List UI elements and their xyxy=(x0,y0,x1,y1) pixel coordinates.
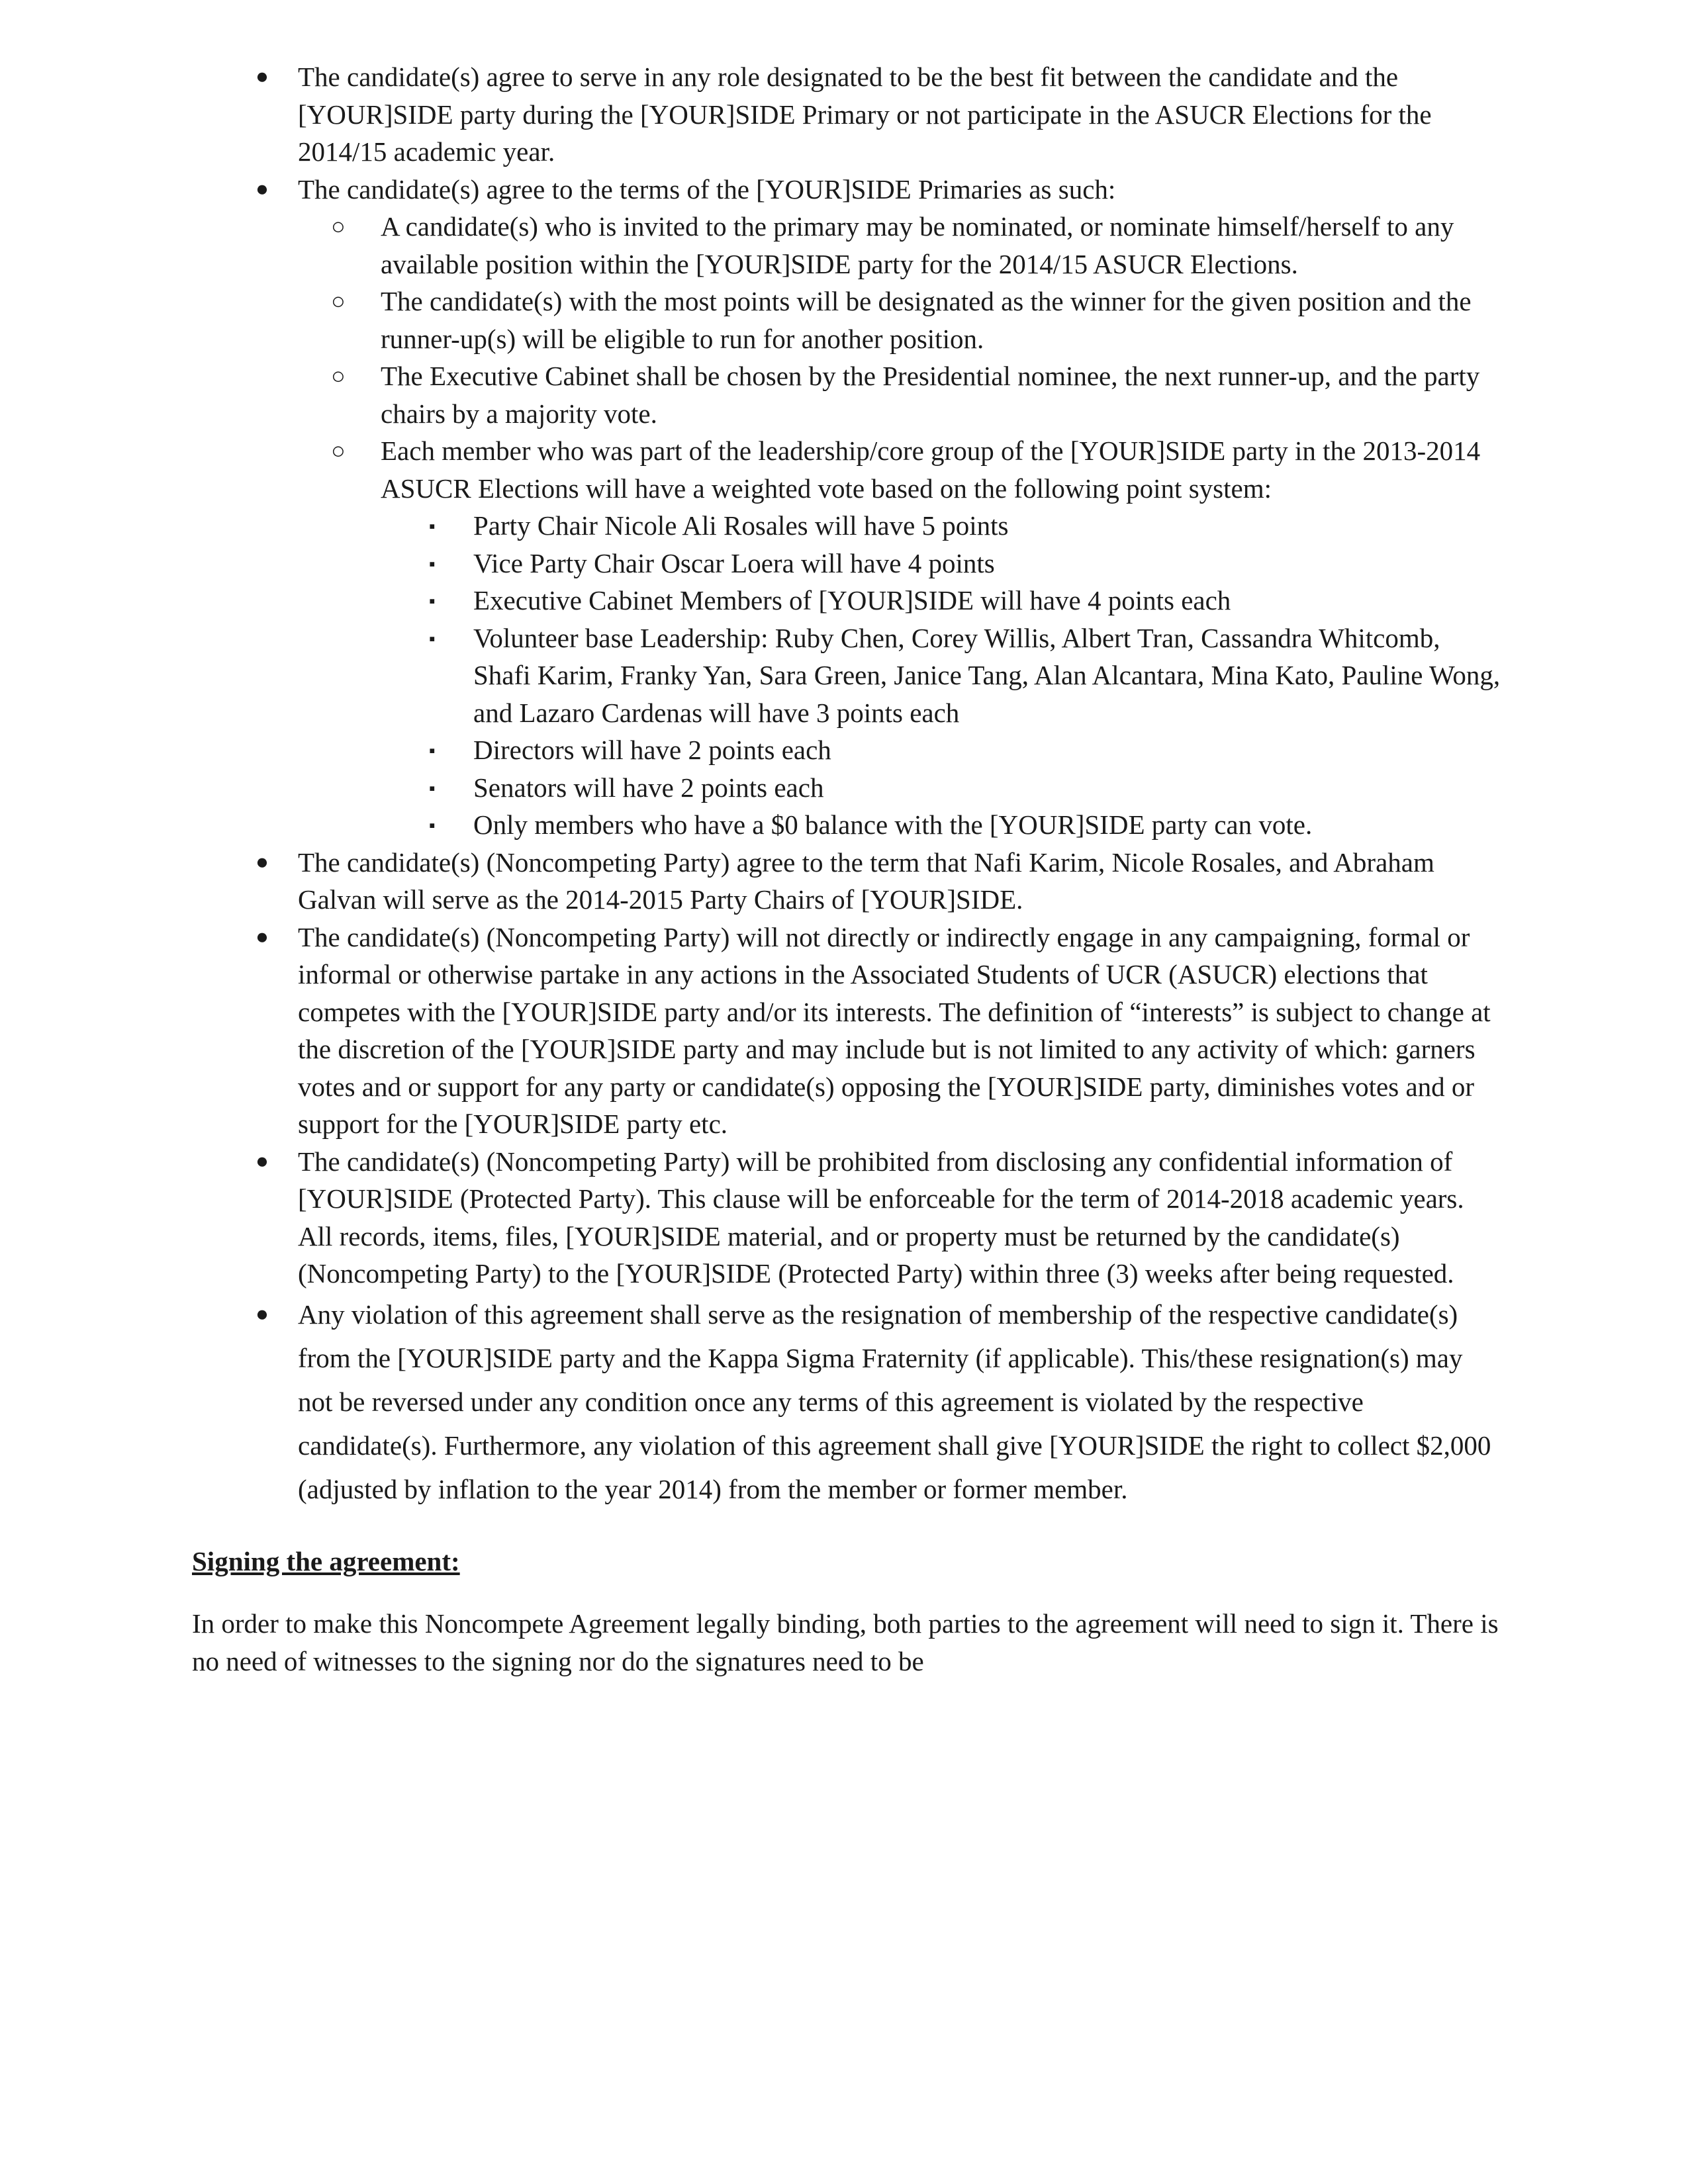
square-bullet-icon: ▪ xyxy=(429,553,436,574)
square-bullet-icon: ▪ xyxy=(429,778,436,798)
list-item xyxy=(377,619,1503,732)
list-item-text: Senators will have 2 points each xyxy=(473,772,824,803)
signing-paragraph: In order to make this Noncompete Agreement legally binding, both parties to the agreement will need to sign it. There is no need of witnesses to the signing nor do the signatures need to be xyxy=(192,1608,1499,1676)
terms-list-level-2 xyxy=(285,208,1503,844)
disc-bullet-icon: ● xyxy=(256,1149,269,1173)
circle-bullet-icon: ○ xyxy=(331,437,346,464)
list-item-text: Executive Cabinet Members of [YOUR]SIDE will have 4 points each xyxy=(473,585,1231,615)
disc-bullet-icon: ● xyxy=(256,1302,269,1326)
list-item xyxy=(285,283,1503,357)
list-item xyxy=(377,507,1503,545)
list-item xyxy=(192,58,1503,171)
list-item-text: Only members who have a $0 balance with the [YOUR]SIDE party can vote. xyxy=(473,809,1313,840)
list-item xyxy=(285,357,1503,432)
terms-list-level-1 xyxy=(192,58,1503,1511)
list-item-text: The candidate(s) (Noncompeting Party) will be prohibited from disclosing any confidential information of [YOUR]SIDE (Protected Party). This clause will be enforceable for the term of 2014-2018 academic years. All records, items, files, [YOUR]SIDE material, and or property must be returned by the candidate(s) (Noncompeting Party) to the [YOUR]SIDE (Protected Party) within three (3) weeks after being requested. xyxy=(298,1146,1464,1289)
disc-bullet-icon: ● xyxy=(256,177,269,201)
list-item-text: A candidate(s) who is invited to the primary may be nominated, or nominate himself/herself to any available position within the [YOUR]SIDE party for the 2014/15 ASUCR Elections. xyxy=(381,211,1454,279)
square-bullet-icon: ▪ xyxy=(429,741,436,760)
list-item xyxy=(192,171,1503,208)
disc-bullet-icon: ● xyxy=(256,65,269,89)
list-item xyxy=(377,545,1503,582)
list-item-text: The candidate(s) with the most points will be designated as the winner for the given position and the runner-up(s) will be eligible to run for another position. xyxy=(381,286,1472,354)
list-item xyxy=(285,432,1503,507)
list-item-text: Party Chair Nicole Ali Rosales will have 5 points xyxy=(473,510,1009,541)
circle-bullet-icon: ○ xyxy=(331,288,346,314)
list-item-text: The Executive Cabinet shall be chosen by the Presidential nominee, the next runner-up, and the party chairs by a majority vote. xyxy=(381,361,1480,429)
list-item-text: Directors will have 2 points each xyxy=(473,735,831,765)
square-bullet-icon: ▪ xyxy=(429,516,436,536)
square-bullet-icon: ▪ xyxy=(429,591,436,611)
list-item-text: Any violation of this agreement shall serve as the resignation of membership of the respective candidate(s) from the [YOUR]SIDE party and the Kappa Sigma Fraternity (if applicable). This/these resignation(s) may not be reversed under any condition once any terms of this agreement is violated by the respective candidate(s). Furthermore, any violation of this agreement shall give [YOUR]SIDE the right to collect $2,000 (adjusted by inflation to the year 2014) from the member or former member. xyxy=(298,1298,1491,1504)
list-item xyxy=(377,582,1503,619)
list-item-text: The candidate(s) (Noncompeting Party) will not directly or indirectly engage in any campaigning, formal or informal or otherwise partake in any actions in the Associated Students of UCR (ASUCR) elections that competes with the [YOUR]SIDE party and/or its interests. The definition of “interests” is subject to change at the discretion of the [YOUR]SIDE party and may include but is not limited to any activity of which: garners votes and or support for any party or candidate(s) opposing the [YOUR]SIDE party, diminishes votes and or support for the [YOUR]SIDE party etc. xyxy=(298,921,1491,1139)
square-bullet-icon: ▪ xyxy=(429,628,436,649)
disc-bullet-icon: ● xyxy=(256,850,269,874)
list-item xyxy=(377,731,1503,769)
list-item-text: The candidate(s) agree to serve in any role designated to be the best fit between the candidate and the [YOUR]SIDE party during the [YOUR]SIDE Primary or not participate in the ASUCR Elections for the 2014/15 academic year. xyxy=(298,62,1432,167)
list-item-text: The candidate(s) agree to the terms of the [YOUR]SIDE Primaries as such: xyxy=(298,173,1116,205)
list-item-text: The candidate(s) (Noncompeting Party) agree to the term that Nafi Karim, Nicole Rosales, and Abraham Galvan will serve as the 2014-2015 Party Chairs of [YOUR]SIDE. xyxy=(298,846,1434,915)
list-item-text: Vice Party Chair Oscar Loera will have 4 points xyxy=(473,547,995,578)
list-item xyxy=(377,769,1503,807)
list-item xyxy=(192,1293,1503,1511)
list-item xyxy=(377,806,1503,844)
list-item xyxy=(192,844,1503,919)
section-heading-signing: Signing the agreement: xyxy=(192,1545,460,1576)
spacer xyxy=(192,1580,1503,1605)
list-item xyxy=(192,1143,1503,1293)
circle-bullet-icon: ○ xyxy=(331,213,346,240)
document-body xyxy=(192,58,1503,1680)
square-bullet-icon: ▪ xyxy=(429,815,436,835)
spacer xyxy=(192,1511,1503,1543)
list-item xyxy=(285,208,1503,283)
disc-bullet-icon: ● xyxy=(256,925,269,949)
terms-list-level-3 xyxy=(377,507,1503,844)
list-item-text: Each member who was part of the leadership/core group of the [YOUR]SIDE party in the 2013-2014 ASUCR Elections will have a weighted vote based on the following point system: xyxy=(381,435,1481,504)
list-item xyxy=(192,919,1503,1143)
list-item-text: Volunteer base Leadership: Ruby Chen, Corey Willis, Albert Tran, Cassandra Whitcomb, Shafi Karim, Franky Yan, Sara Green, Janice Tang, Alan Alcantara, Mina Kato, Pauline Wong, and Lazaro Cardenas will have 3 points each xyxy=(473,622,1501,728)
circle-bullet-icon: ○ xyxy=(331,363,346,389)
